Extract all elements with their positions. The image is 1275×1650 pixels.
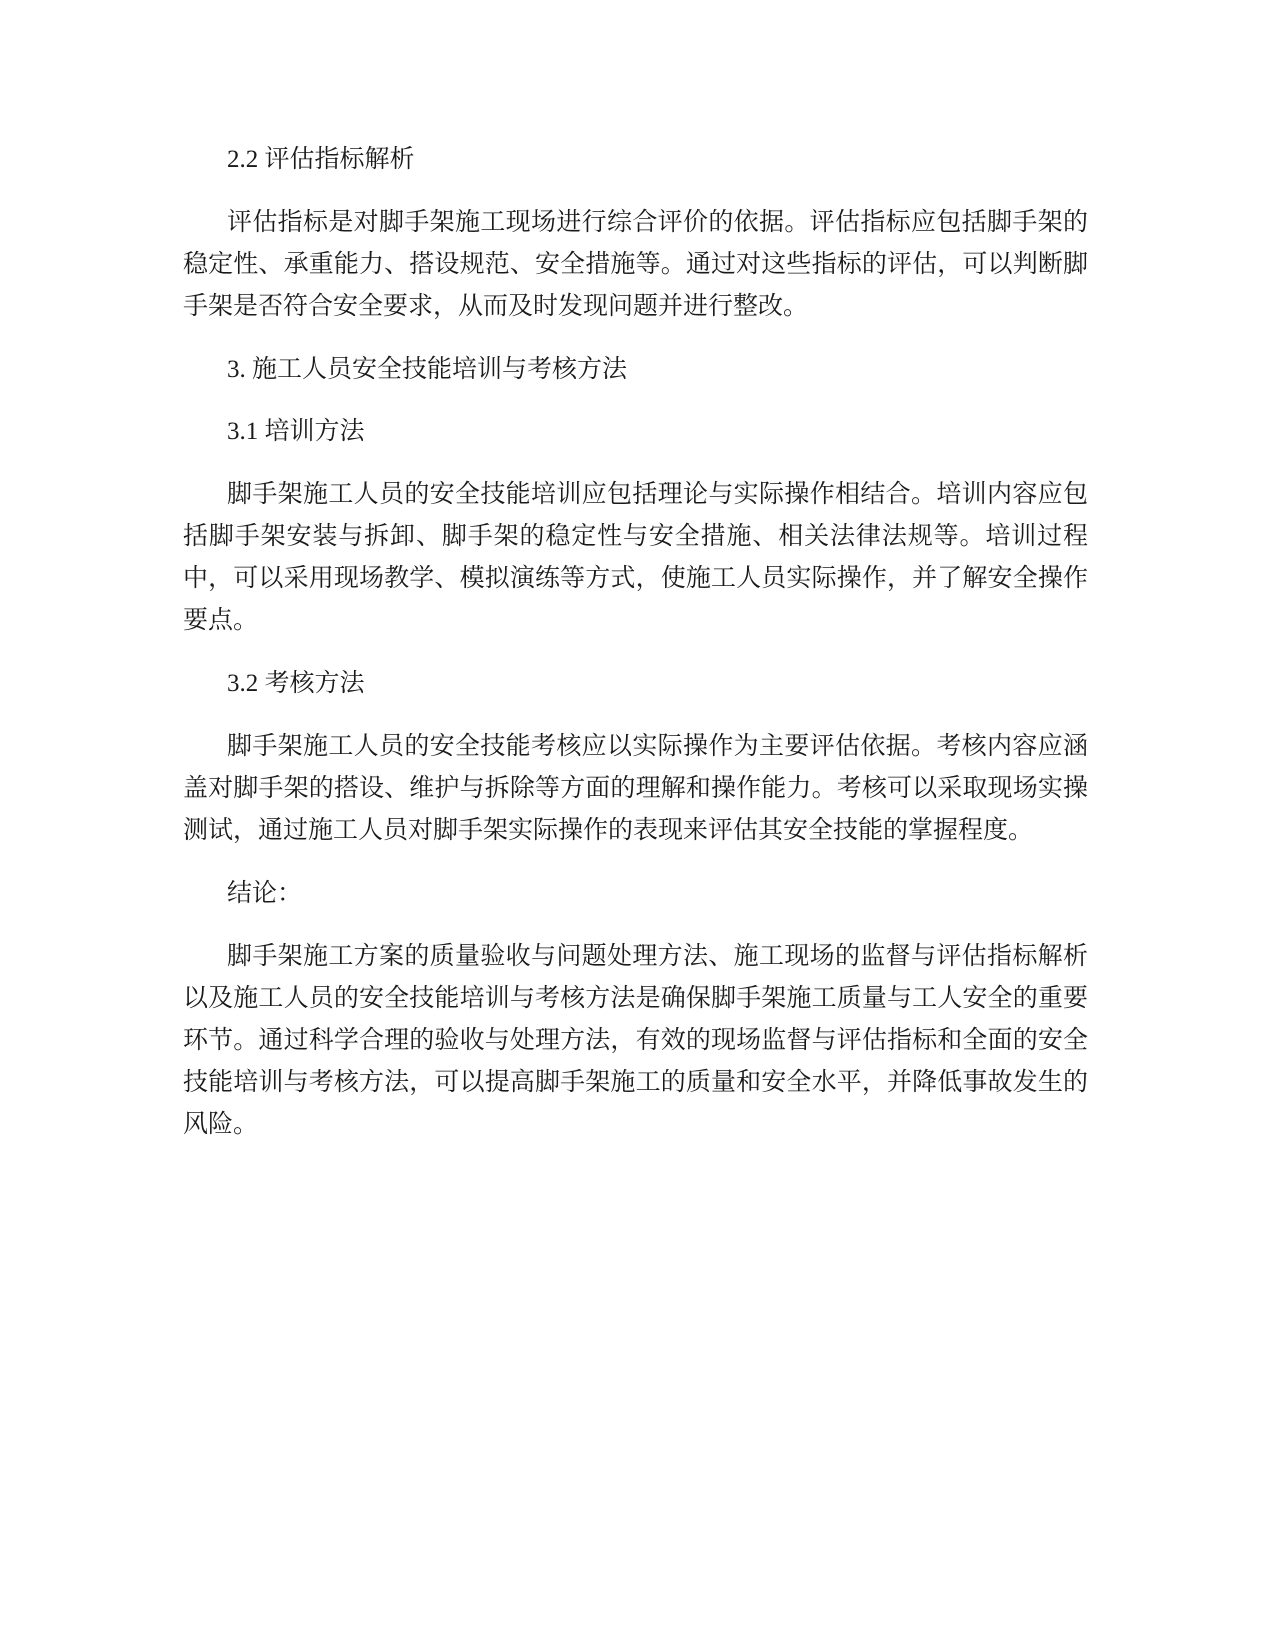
section-heading-3: 3. 施工人员安全技能培训与考核方法 [227,356,628,383]
section-heading-3-1: 3.1 培训方法 [227,418,365,445]
paragraph-evaluation-indicators: 评估指标是对脚手架施工现场进行综合评价的依据。评估指标应包括脚手架的稳定性、承重能力、搭设规范、安全措施等。通过对这些指标的评估，可以判断脚手架是否符合安全要求，从而及时发现问题并进行整改。 [183,209,1088,320]
section-heading-3-2: 3.2 考核方法 [227,670,365,697]
paragraph-training-methods: 脚手架施工人员的安全技能培训应包括理论与实际操作相结合。培训内容应包括脚手架安装与拆卸、脚手架的稳定性与安全措施、相关法律法规等。培训过程中，可以采用现场教学、模拟演练等方式，使施工人员实际操作，并了解安全操作要点。 [183,481,1088,634]
paragraph-assessment-methods: 脚手架施工人员的安全技能考核应以实际操作为主要评估依据。考核内容应涵盖对脚手架的搭设、维护与拆除等方面的理解和操作能力。考核可以采取现场实操测试，通过施工人员对脚手架实际操作的表现来评估其安全技能的掌握程度。 [183,733,1088,844]
section-heading-2-2: 2.2 评估指标解析 [227,146,415,173]
conclusion-heading: 结论： [227,880,303,907]
paragraph-conclusion: 脚手架施工方案的质量验收与问题处理方法、施工现场的监督与评估指标解析以及施工人员的安全技能培训与考核方法是确保脚手架施工质量与工人安全的重要环节。通过科学合理的验收与处理方法，有效的现场监督与评估指标和全面的安全技能培训与考核方法，可以提高脚手架施工的质量和安全水平，并降低事故发生的风险。 [183,943,1088,1138]
document-body [183,140,1088,1168]
